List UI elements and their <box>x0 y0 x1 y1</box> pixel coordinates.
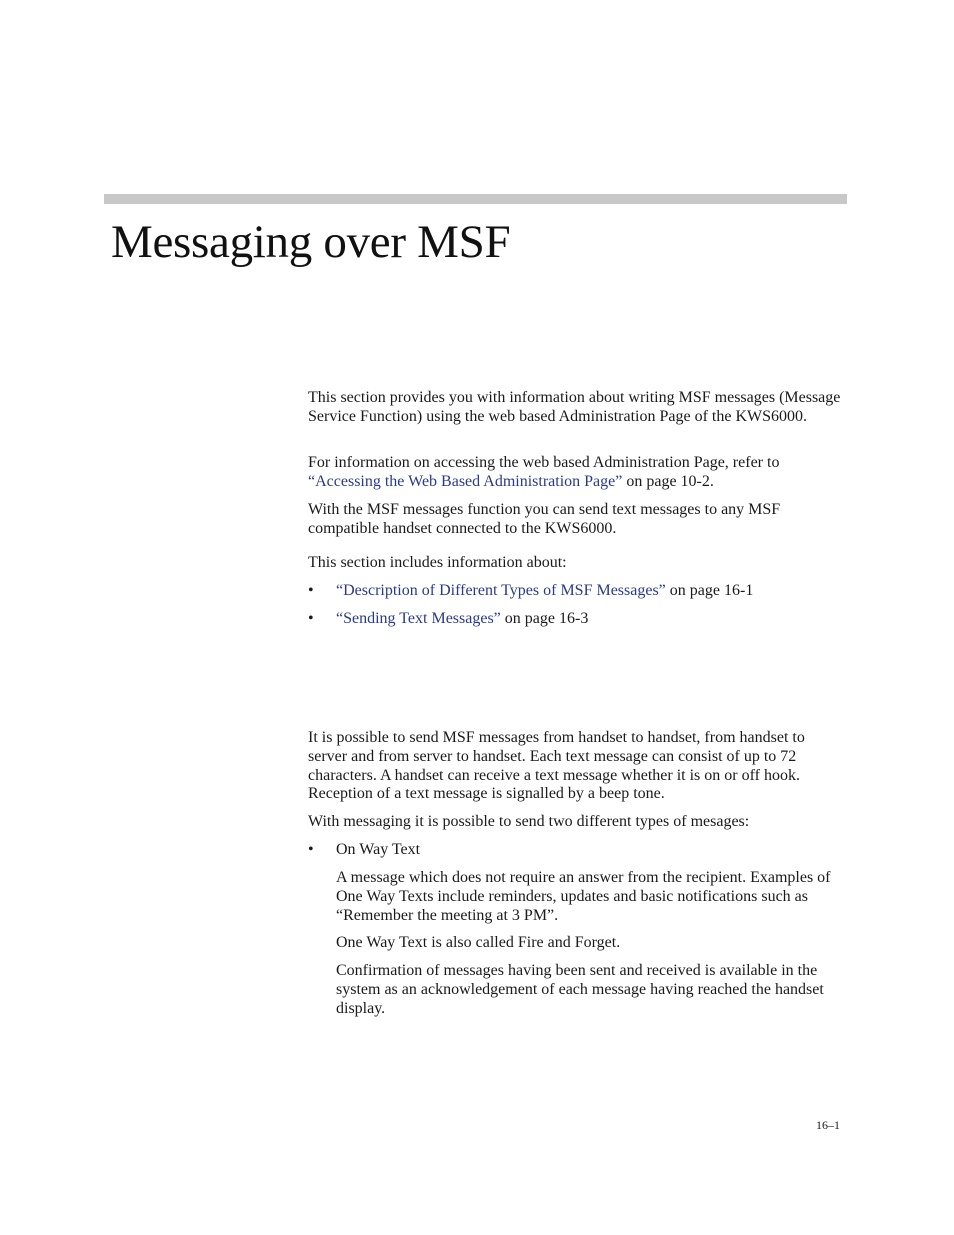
one-way-text-item: On Way Text <box>336 841 421 858</box>
toc-page: on page 16-1 <box>665 582 754 599</box>
sending-text-link[interactable]: “Sending Text Messages” <box>336 610 501 627</box>
intro-paragraph: This section provides you with information about writing MSF messages (Message Service Function) using the web based Administration Page of the KWS6000. <box>308 389 841 425</box>
chapter-header-rule <box>104 194 847 204</box>
admin-page-reference <box>308 454 843 492</box>
confirmation-note: Confirmation of messages having been sent and received is available in the system as an acknowledgement of each message having reached the handset display. <box>336 962 824 1017</box>
description-link[interactable]: “Description of Different Types of MSF Messages” <box>336 582 666 599</box>
message-types-intro: With messaging it is possible to send two different types of mesages: <box>308 813 750 830</box>
reference-page: on page 10-2. <box>622 472 714 490</box>
toc-page: on page 16-3 <box>500 610 589 627</box>
fire-and-forget-note: One Way Text is also called Fire and Forget. <box>336 934 621 951</box>
toc-item-sending <box>336 610 843 629</box>
chapter-title: Messaging over MSF <box>111 216 511 268</box>
page-number: 16–1 <box>816 1118 840 1132</box>
section-includes-label: This section includes information about: <box>308 554 567 571</box>
admin-page-link[interactable]: “Accessing the Web Based Administration Page” <box>308 472 623 490</box>
description-paragraph: It is possible to send MSF messages from handset to handset, from handset to server and from server to handset. Each text message can consist of up to 72 characters. A handset can receive a text message whether it is on or off hook. Reception of a text message is signalled by a beep tone. <box>308 729 805 803</box>
bullet-glyph: • <box>308 841 314 858</box>
bullet-glyph: • <box>308 582 314 599</box>
reference-text: For information on accessing the web based Administration Page, refer to <box>308 454 780 471</box>
toc-item-description <box>336 582 843 601</box>
one-way-definition: A message which does not require an answer from the recipient. Examples of One Way Texts include reminders, updates and basic notifications such as “Remember the meeting at 3 PM”. <box>336 869 831 924</box>
msf-function-paragraph: With the MSF messages function you can send text messages to any MSF compatible handset connected to the KWS6000. <box>308 501 781 537</box>
bullet-glyph: • <box>308 610 314 627</box>
